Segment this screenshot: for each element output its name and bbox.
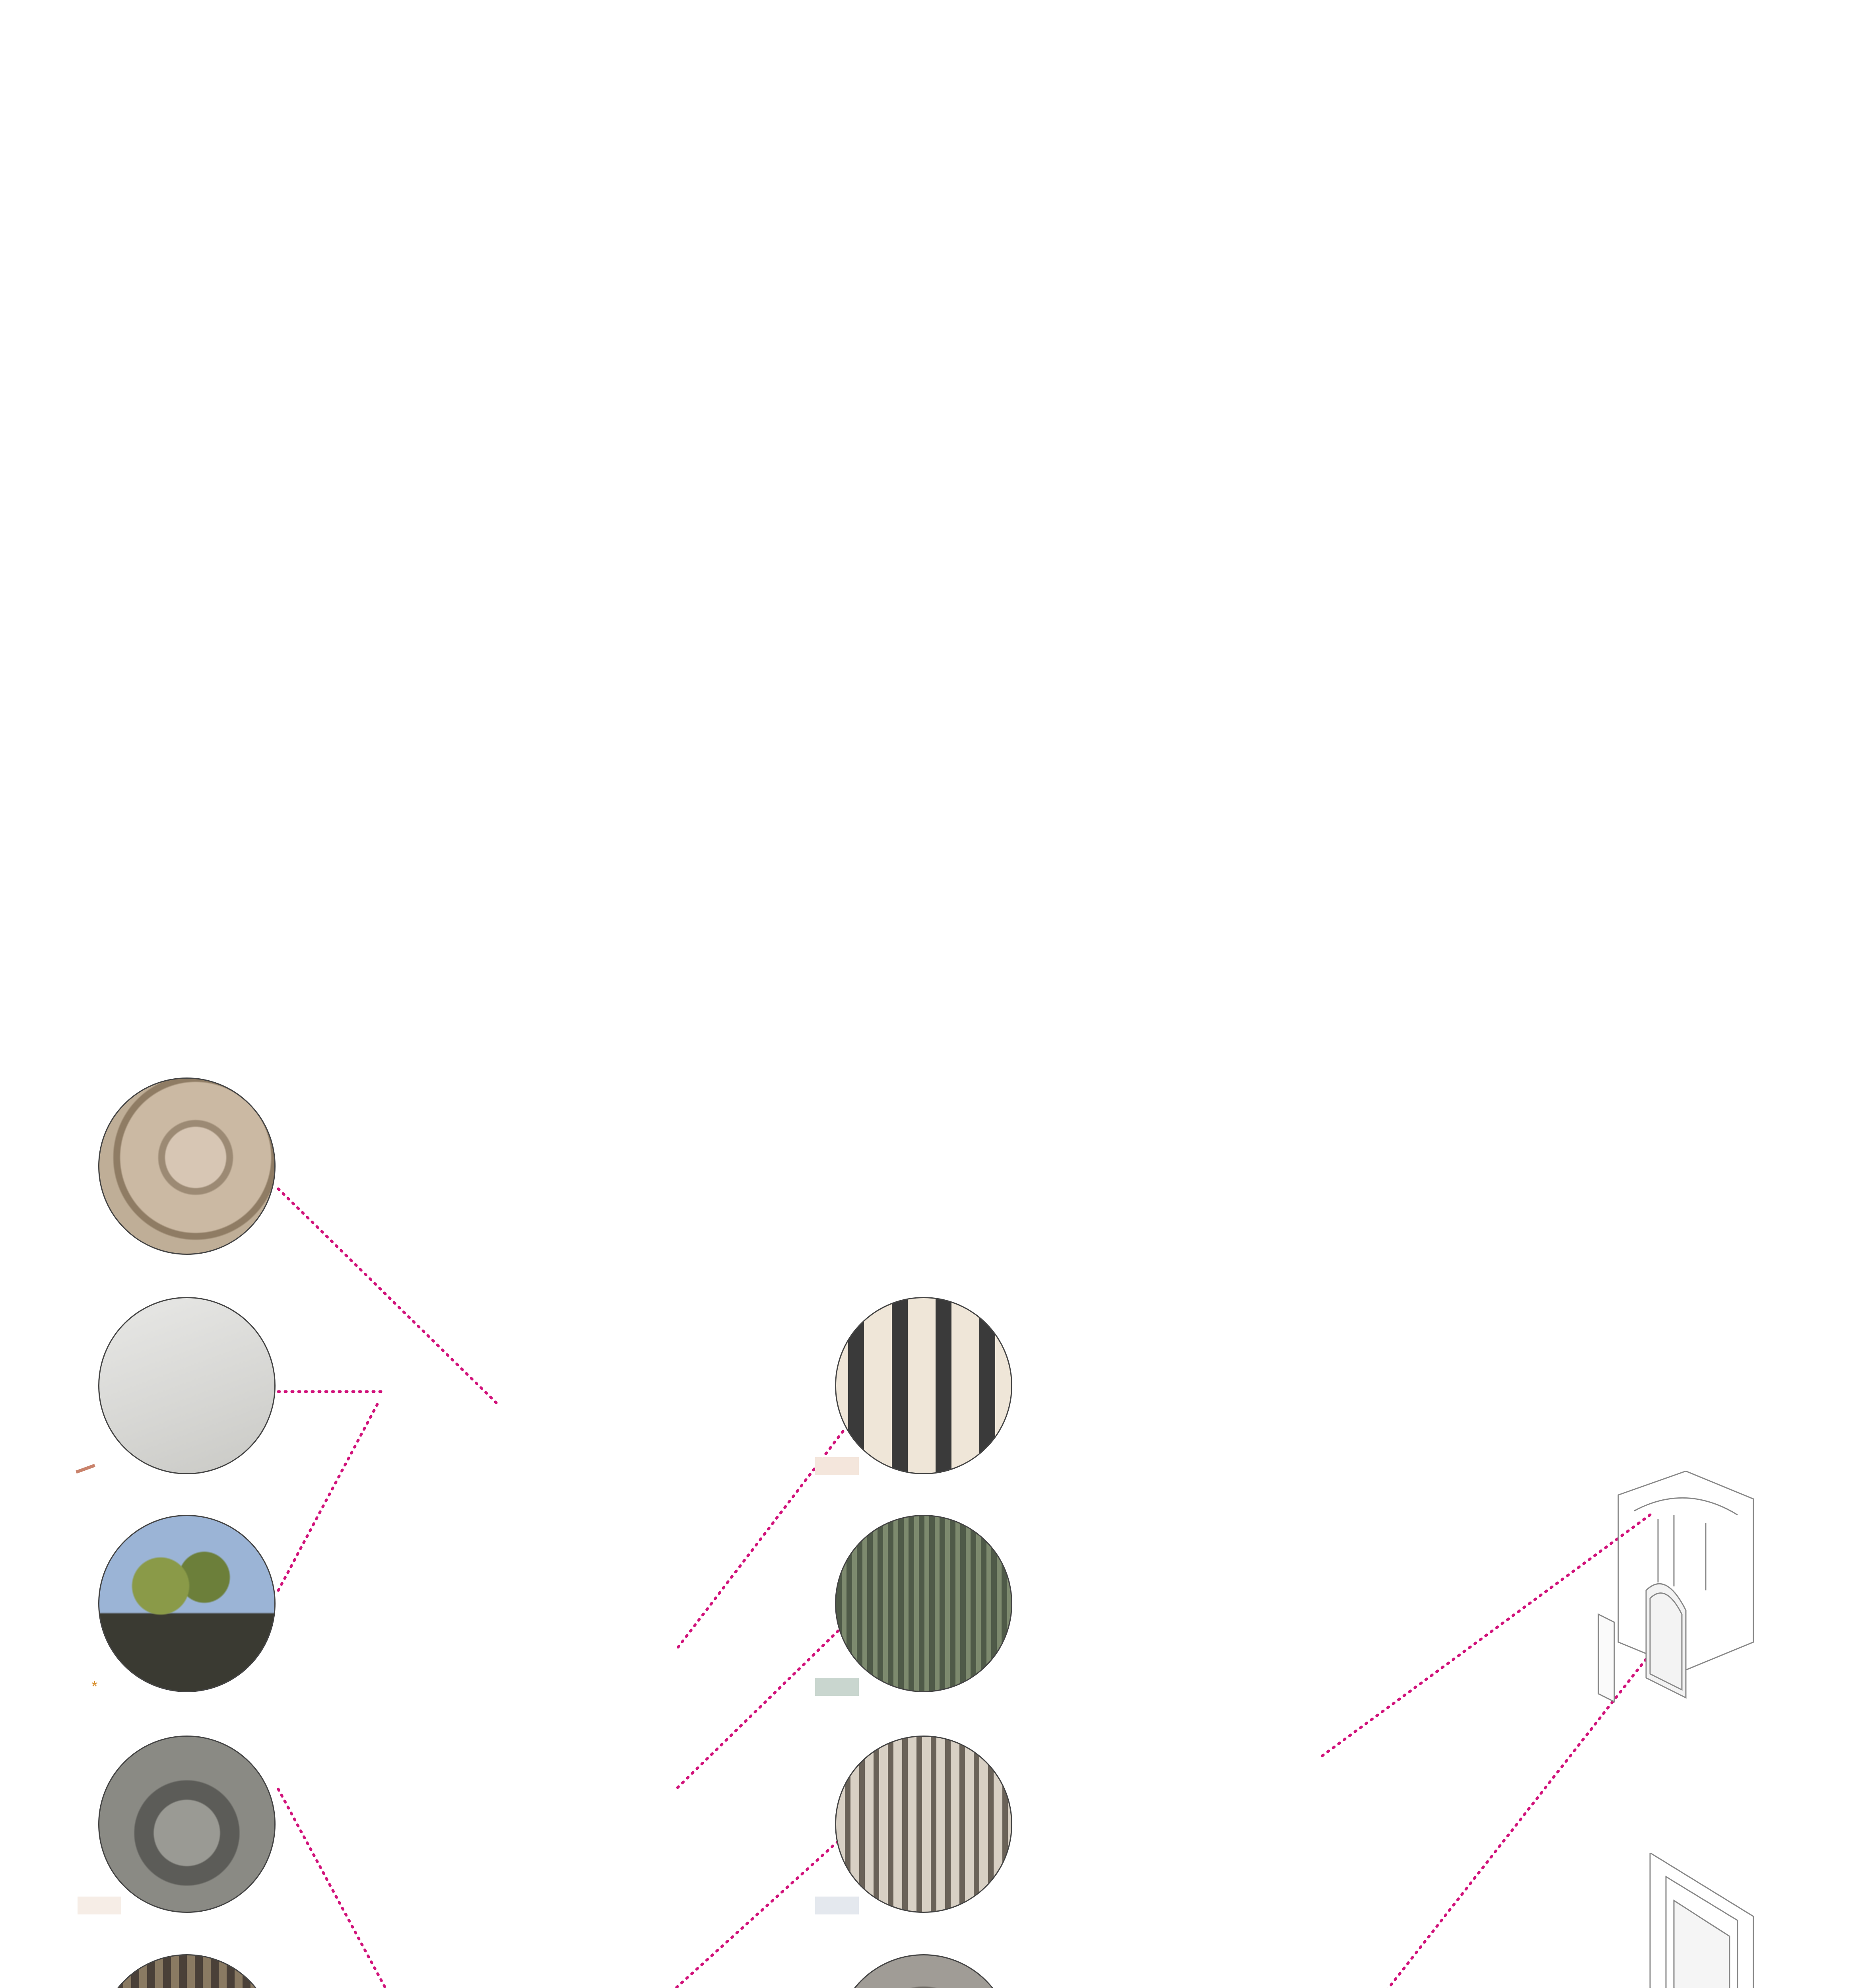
photo-colonizacao xyxy=(835,1515,1012,1692)
swatch-vegetacao: * xyxy=(91,1678,98,1695)
photo-trinca xyxy=(98,1297,276,1474)
porta-varanda-drawing xyxy=(1586,1853,1777,1988)
caixilho-tipo-drawing xyxy=(1586,1471,1777,1749)
photo-vegetacao xyxy=(98,1515,276,1692)
photo-intervencao-erronea xyxy=(835,1297,1012,1474)
diretrizes-section xyxy=(569,75,1046,94)
swatch-deposito xyxy=(78,1897,121,1914)
photo-degradacao xyxy=(835,1736,1012,1913)
cronologia-section xyxy=(1553,75,1831,126)
swatch-degradacao xyxy=(815,1897,859,1914)
photo-deposito xyxy=(98,1736,276,1913)
exploded-axonometric-diagram xyxy=(1129,80,1511,1074)
proposta-section xyxy=(1553,1125,1783,1140)
diagnostico-section xyxy=(78,75,555,94)
photo-mancha xyxy=(98,1077,276,1255)
swatch-colonizacao xyxy=(815,1678,859,1696)
swatch-intervencao xyxy=(815,1457,859,1475)
